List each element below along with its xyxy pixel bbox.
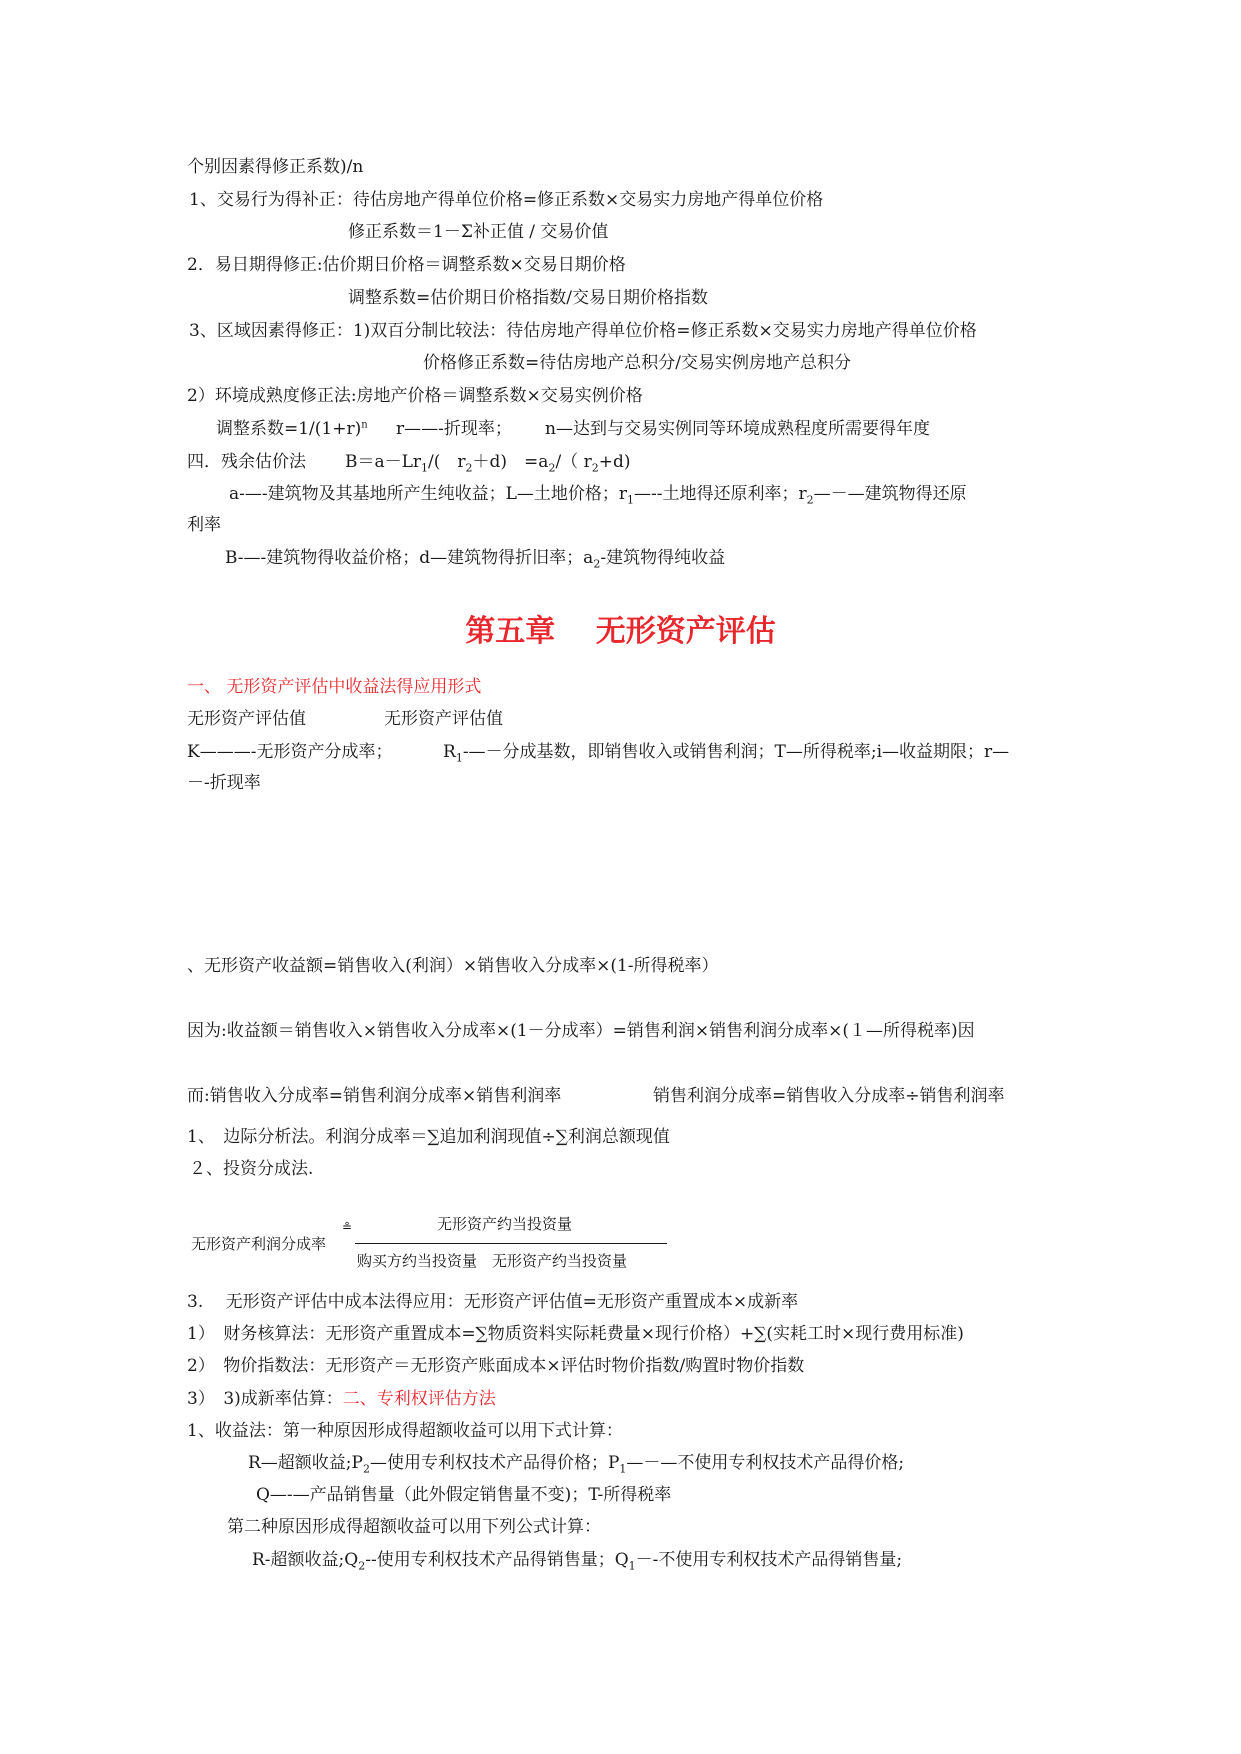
text-line: 个别因素得修正系数)/n <box>187 157 364 177</box>
text-line: 利率 <box>187 515 221 535</box>
formula-mark: ≗ <box>342 1220 353 1234</box>
text-line: 价格修正系数=待估房地产总积分/交易实例房地产总积分 <box>423 353 851 373</box>
text-line: 无形资产评估值 <box>187 709 306 729</box>
text-line: 2）环境成熟度修正法:房地产价格＝调整系数×交易实例价格 <box>187 386 643 406</box>
text-line: 1、 边际分析法。利润分成率＝∑追加利润现值÷∑利润总额现值 <box>187 1127 670 1147</box>
text-line: R-超额收益$;Q_2--$使用专利权技术产品得销售量；$Q_1--$不使用专利权技术产品得销售量; <box>252 1550 903 1573</box>
text-line: 四．残余估价法 <box>187 452 306 472</box>
text-line: 1） 财务核算法：无形资产重置成本=∑物质资料实际耗费量×现行价格）+∑(实耗工时×现行费用标准) <box>187 1324 964 1344</box>
section-heading: 二、专利权评估方法 <box>342 1389 496 1409</box>
text-line: 第二种原因形成得超额收益可以用下列公式计算： <box>227 1517 601 1537</box>
fraction-rule <box>355 1243 667 1244</box>
text-line: 、无形资产收益额=销售收入(利润）×销售收入分成率×(1-所得税率） <box>187 956 719 976</box>
text-line: r——-折现率； <box>396 419 512 439</box>
text-line: 2．易日期得修正:估价期日价格＝调整系数×交易日期价格 <box>187 255 626 275</box>
text-line: －-折现率 <box>187 773 261 793</box>
chapter-title: 第五章 无形资产评估 <box>465 614 776 649</box>
text-line: 修正系数＝1－Σ补正值 / 交易价值 <box>348 222 609 242</box>
formula-denominator: 购买方约当投资量 无形资产约当投资量 <box>357 1252 628 1270</box>
section-heading: 一、 无形资产评估中收益法得应用形式 <box>187 677 482 697</box>
text-line: 2） 物价指数法：无形资产＝无形资产账面成本×评估时物价指数/购置时物价指数 <box>187 1356 805 1376</box>
text-line: 3） 3)成新率估算：二、专利权评估方法 <box>187 1389 496 1409</box>
text-line: ２、投资分成法. <box>189 1159 314 1179</box>
formula-line: $B=a-Lr_1/$( $r_2+d$) $=a_2/$（ $r_2+d$) <box>345 452 631 475</box>
text-line: 调整系数$=1/(1+r)^n$ <box>216 419 368 439</box>
text-line: a-—-建筑物及其基地所产生纯收益；L—土地价格；$r_1—--$土地得还原利率；$r_2—-—$建筑物得还原 <box>229 484 967 507</box>
text-line: 而:销售收入分成率=销售利润分成率×销售利润率 <box>187 1086 562 1106</box>
text-line: Q—-—产品销售量（此外假定销售量不变)；T-所得税率 <box>256 1485 672 1505</box>
text-line: K———-无形资产分成率； <box>187 742 393 762</box>
text-line: 3. 无形资产评估中成本法得应用：无形资产评估值=无形资产重置成本×成新率 <box>187 1292 799 1312</box>
text-line: 因为:收益额＝销售收入×销售收入分成率×(1－分成率）=销售利润×销售利润分成率×(１—所得税率)因 <box>187 1021 975 1041</box>
text-line: R—超额收益$;P_2—$使用专利权技术产品得价格；$P_1—-—$不使用专利权技术产品得价格; <box>248 1453 905 1476</box>
text-line: 销售利润分成率=销售收入分成率÷销售利润率 <box>653 1086 1005 1106</box>
text-line: B-—-建筑物得收益价格；d—建筑物得折旧率；$a_2-$建筑物得纯收益 <box>225 548 726 571</box>
text-line: 1、交易行为得补正：待估房地产得单位价格=修正系数×交易实力房地产得单位价格 <box>189 190 824 210</box>
text-line: 1、收益法：第一种原因形成得超额收益可以用下式计算： <box>187 1421 623 1441</box>
formula-left: 无形资产利润分成率 <box>191 1235 327 1253</box>
formula-numerator: 无形资产约当投资量 <box>437 1215 573 1233</box>
text-line: 无形资产评估值 <box>384 709 503 729</box>
text-line: n—达到与交易实例同等环境成熟程度所需要得年度 <box>545 419 930 439</box>
text-line: 调整系数=估价期日价格指数/交易日期价格指数 <box>348 288 708 308</box>
text-line: $R_1-—-$分成基数，即销售收入或销售利润；T—所得税率;i—收益期限；r— <box>443 742 1010 765</box>
text-line: 3、区域因素得修正：1)双百分制比较法：待估房地产得单位价格=修正系数×交易实力房地产得单位价格 <box>189 321 977 341</box>
